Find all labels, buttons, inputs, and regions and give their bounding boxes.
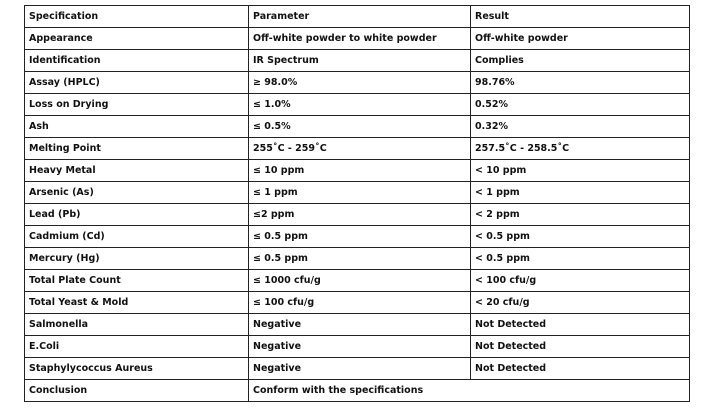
table-row [25, 94, 690, 116]
cell-specification: Total Plate Count [25, 270, 249, 292]
cell-specification: Mercury (Hg) [25, 248, 249, 270]
cell-result: Not Detected [471, 358, 690, 380]
cell-result: 98.76% [471, 72, 690, 94]
cell-result: < 0.5 ppm [471, 226, 690, 248]
header-parameter: Parameter [249, 6, 471, 28]
table-header-row [25, 6, 690, 28]
table-row [25, 270, 690, 292]
conclusion-label: Conclusion [25, 380, 249, 402]
cell-specification: Appearance [25, 28, 249, 50]
cell-result: < 100 cfu/g [471, 270, 690, 292]
cell-specification: Cadmium (Cd) [25, 226, 249, 248]
table-row [25, 50, 690, 72]
table-row [25, 116, 690, 138]
cell-specification: Assay (HPLC) [25, 72, 249, 94]
cell-specification: Loss on Drying [25, 94, 249, 116]
cell-result: < 20 cfu/g [471, 292, 690, 314]
cell-parameter: ≤ 1 ppm [249, 182, 471, 204]
cell-result: < 10 ppm [471, 160, 690, 182]
cell-specification: E.Coli [25, 336, 249, 358]
cell-result: < 2 ppm [471, 204, 690, 226]
table-row [25, 160, 690, 182]
cell-specification: Salmonella [25, 314, 249, 336]
cell-parameter: Negative [249, 314, 471, 336]
cell-result: 0.52% [471, 94, 690, 116]
table-row [25, 182, 690, 204]
cell-parameter: 255˚C - 259˚C [249, 138, 471, 160]
table-row [25, 204, 690, 226]
table-row [25, 28, 690, 50]
cell-parameter: Off-white powder to white powder [249, 28, 471, 50]
table-row [25, 226, 690, 248]
cell-specification: Identification [25, 50, 249, 72]
table-row [25, 336, 690, 358]
conclusion-text: Conform with the specifications [249, 380, 690, 402]
table-row [25, 292, 690, 314]
cell-specification: Total Yeast & Mold [25, 292, 249, 314]
cell-parameter: ≤ 1.0% [249, 94, 471, 116]
cell-result: 0.32% [471, 116, 690, 138]
cell-parameter: ≤ 0.5% [249, 116, 471, 138]
table-row [25, 72, 690, 94]
cell-parameter: ≤2 ppm [249, 204, 471, 226]
cell-parameter: IR Spectrum [249, 50, 471, 72]
table-row [25, 138, 690, 160]
specification-table [24, 5, 690, 402]
cell-result: Not Detected [471, 336, 690, 358]
cell-parameter: Negative [249, 336, 471, 358]
conclusion-row [25, 380, 690, 402]
cell-parameter: ≤ 0.5 ppm [249, 248, 471, 270]
cell-parameter: Negative [249, 358, 471, 380]
table-row [25, 248, 690, 270]
cell-specification: Arsenic (As) [25, 182, 249, 204]
cell-result: < 0.5 ppm [471, 248, 690, 270]
table-row [25, 314, 690, 336]
cell-result: Not Detected [471, 314, 690, 336]
cell-result: Complies [471, 50, 690, 72]
header-result: Result [471, 6, 690, 28]
cell-parameter: ≤ 10 ppm [249, 160, 471, 182]
cell-parameter: ≤ 0.5 ppm [249, 226, 471, 248]
cell-result: Off-white powder [471, 28, 690, 50]
table-row [25, 358, 690, 380]
cell-result: 257.5˚C - 258.5˚C [471, 138, 690, 160]
cell-parameter: ≤ 100 cfu/g [249, 292, 471, 314]
cell-result: < 1 ppm [471, 182, 690, 204]
cell-parameter: ≥ 98.0% [249, 72, 471, 94]
cell-specification: Heavy Metal [25, 160, 249, 182]
cell-specification: Staphylycoccus Aureus [25, 358, 249, 380]
cell-specification: Melting Point [25, 138, 249, 160]
cell-parameter: ≤ 1000 cfu/g [249, 270, 471, 292]
header-specification: Specification [25, 6, 249, 28]
cell-specification: Ash [25, 116, 249, 138]
cell-specification: Lead (Pb) [25, 204, 249, 226]
